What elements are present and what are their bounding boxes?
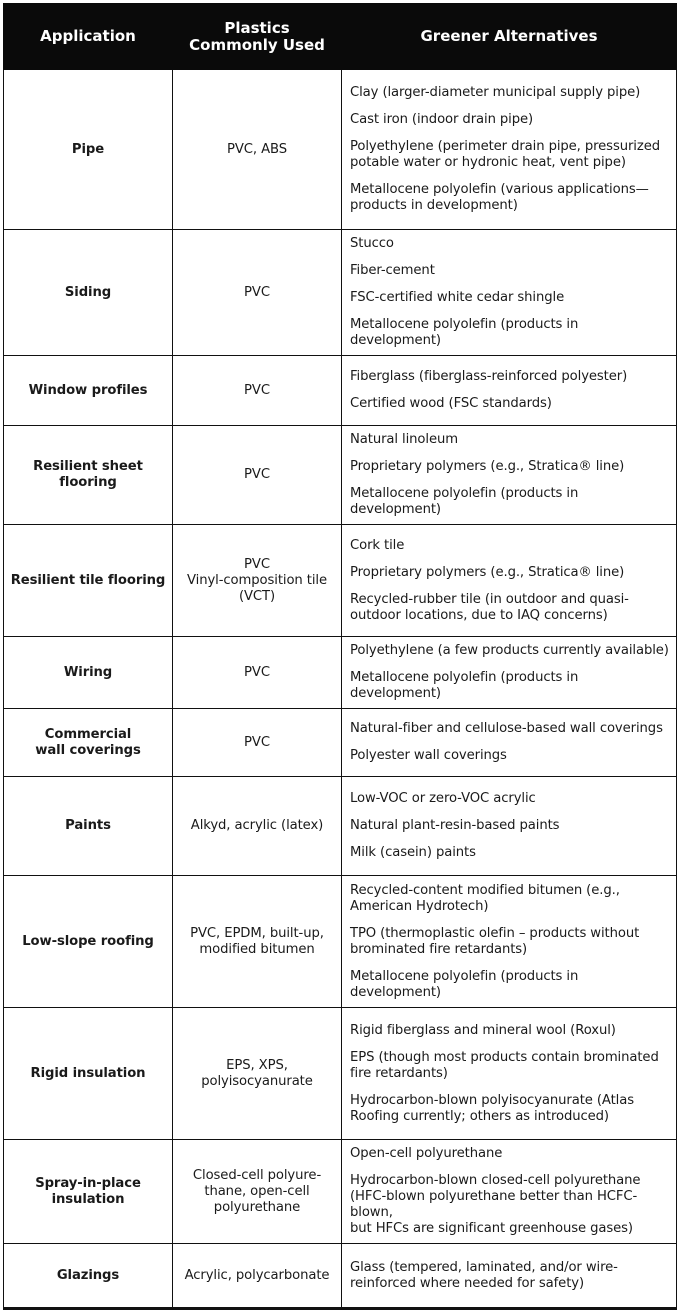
alternative-item xyxy=(350,396,670,412)
alternative-line: Fiber-cement xyxy=(350,263,435,278)
application-cell xyxy=(4,1140,173,1244)
alternative-line: Stucco xyxy=(350,236,394,251)
plastics-cell xyxy=(173,637,342,709)
application-line: insulation xyxy=(51,1191,125,1207)
alternatives-cell xyxy=(342,1244,677,1309)
application-line: Spray-in-place xyxy=(35,1175,141,1191)
alternative-line: Polyethylene (perimeter drain pipe, pressurized xyxy=(350,139,660,154)
plastics-cell xyxy=(173,777,342,876)
alternative-item xyxy=(350,112,670,128)
plastics-line: Closed-cell polyure- xyxy=(192,1167,322,1183)
alternative-line: (HFC-blown polyurethane better than HCFC-blown, xyxy=(350,1189,638,1220)
header-row xyxy=(4,4,677,70)
alternative-item xyxy=(350,592,670,624)
plastics-line: Alkyd, acrylic (latex) xyxy=(190,818,324,833)
alternative-item xyxy=(350,263,670,279)
alternative-item xyxy=(350,139,670,171)
alternative-line: Low-VOC or zero-VOC acrylic xyxy=(350,791,536,806)
application-cell xyxy=(4,1008,173,1140)
alternative-line: American Hydrotech) xyxy=(350,898,489,914)
alternatives-cell xyxy=(342,777,677,876)
alternative-item xyxy=(350,290,670,306)
application-cell xyxy=(4,637,173,709)
alternatives-cell xyxy=(342,876,677,1008)
plastics-cell xyxy=(173,356,342,426)
plastics-line: modified bitumen xyxy=(199,941,315,957)
alternative-item xyxy=(350,670,670,702)
alternative-line: outdoor locations, due to IAQ concerns) xyxy=(350,607,608,623)
header-plastics xyxy=(173,4,342,70)
alternative-line: Cork tile xyxy=(350,537,405,553)
alternative-line: Glass (tempered, laminated, and/or wire- xyxy=(350,1259,618,1275)
alternative-line: Milk (casein) paints xyxy=(350,845,476,860)
alternatives-cell xyxy=(342,426,677,525)
plastics-cell xyxy=(173,1008,342,1140)
header-application-label: Application xyxy=(40,27,136,45)
application-cell xyxy=(4,525,173,637)
alternative-item xyxy=(350,748,670,764)
alternatives-cell xyxy=(342,637,677,709)
plastics-line: PVC, EPDM, built-up, xyxy=(190,925,324,941)
alternative-item xyxy=(350,317,670,349)
plastics-line: PVC xyxy=(244,382,270,398)
alternative-line: Rigid fiberglass and mineral wool (Roxul) xyxy=(350,1022,616,1038)
alternative-item xyxy=(350,791,670,807)
table-body xyxy=(4,70,677,1309)
plastics-line: PVC xyxy=(244,734,270,750)
alternative-line: Metallocene polyolefin (products in development) xyxy=(350,317,579,348)
header-plastics-label-line2: Commonly Used xyxy=(189,35,325,54)
application-line: Low-slope roofing xyxy=(22,933,154,949)
alternative-item xyxy=(350,969,670,1001)
plastics-line: PVC xyxy=(244,284,270,300)
application-cell xyxy=(4,709,173,777)
alternative-line: Natural-fiber and cellulose-based wall coverings xyxy=(350,721,663,736)
plastics-line: Acrylic, polycarbonate xyxy=(184,1267,330,1283)
application-line: Rigid insulation xyxy=(30,1065,146,1081)
alternative-line: Open-cell polyurethane xyxy=(350,1146,503,1161)
application-line: Resilient tile flooring xyxy=(10,572,166,588)
application-cell xyxy=(4,777,173,876)
alternative-item xyxy=(350,486,670,518)
application-cell xyxy=(4,356,173,426)
plastics-line: PVC xyxy=(244,467,270,482)
plastics-alternatives-table-container xyxy=(3,3,676,1299)
application-line: Resilient sheet flooring xyxy=(33,459,143,490)
table-row xyxy=(4,230,677,356)
alternative-item xyxy=(350,818,670,834)
alternatives-cell xyxy=(342,356,677,426)
alternatives-cell xyxy=(342,709,677,777)
plastics-line: EPS, XPS, xyxy=(226,1057,288,1073)
alternatives-cell xyxy=(342,70,677,230)
plastics-cell xyxy=(173,525,342,637)
alternative-item xyxy=(350,1050,670,1082)
application-line: Glazings xyxy=(56,1267,120,1283)
table-row xyxy=(4,637,677,709)
application-cell xyxy=(4,70,173,230)
alternative-item xyxy=(350,883,670,915)
plastics-line: PVC, ABS xyxy=(227,141,287,157)
alternative-line: reinforced where needed for safety) xyxy=(350,1275,585,1291)
application-line: Pipe xyxy=(71,141,105,157)
table-row xyxy=(4,709,677,777)
alternative-line: Polyethylene (a few products currently available) xyxy=(350,643,669,658)
alternatives-cell xyxy=(342,525,677,637)
alternative-item xyxy=(350,565,670,581)
plastics-cell xyxy=(173,426,342,525)
alternative-line: Cast iron (indoor drain pipe) xyxy=(350,112,534,127)
alternative-item xyxy=(350,845,670,861)
alternatives-cell xyxy=(342,1140,677,1244)
plastics-alternatives-table xyxy=(3,3,677,1310)
alternative-line: FSC-certified white cedar shingle xyxy=(350,290,565,305)
plastics-cell xyxy=(173,70,342,230)
plastics-line: polyisocyanurate xyxy=(201,1073,313,1089)
table-row xyxy=(4,1244,677,1309)
header-application xyxy=(4,4,173,70)
alternative-item xyxy=(350,643,670,659)
alternative-line: Hydrocarbon-blown polyisocyanurate (Atlas xyxy=(350,1092,635,1108)
plastics-cell xyxy=(173,1140,342,1244)
plastics-line: PVC xyxy=(244,556,270,572)
plastics-line: thane, open-cell xyxy=(204,1183,310,1199)
alternative-line: Metallocene polyolefin (various applications— xyxy=(350,182,649,197)
table-row xyxy=(4,876,677,1008)
table-row xyxy=(4,1140,677,1244)
alternative-line: Recycled-content modified bitumen (e.g., xyxy=(350,882,620,898)
plastics-line: polyurethane xyxy=(213,1199,301,1215)
table-row xyxy=(4,777,677,876)
alternative-item xyxy=(350,538,670,554)
alternative-line: Clay (larger-diameter municipal supply pipe) xyxy=(350,85,641,100)
plastics-cell xyxy=(173,230,342,356)
application-cell xyxy=(4,1244,173,1309)
alternatives-cell xyxy=(342,1008,677,1140)
alternatives-cell xyxy=(342,230,677,356)
alternative-item xyxy=(350,1146,670,1162)
table-row xyxy=(4,426,677,525)
alternative-line: potable water or hydronic heat, vent pipe) xyxy=(350,155,626,170)
header-alternatives xyxy=(342,4,677,70)
alternative-line: Natural linoleum xyxy=(350,432,458,447)
alternative-line: Roofing currently; others as introduced) xyxy=(350,1108,609,1124)
application-line: Wiring xyxy=(63,664,113,680)
application-line: Commercial xyxy=(44,726,132,742)
alternative-line: products in development) xyxy=(350,198,518,213)
alternative-line: Hydrocarbon-blown closed-cell polyurethane xyxy=(350,1173,641,1188)
application-cell xyxy=(4,426,173,525)
plastics-line: (VCT) xyxy=(238,588,276,604)
application-line: Paints xyxy=(65,818,111,833)
alternative-line: Metallocene polyolefin (products in development) xyxy=(350,486,579,517)
alternative-line: Proprietary polymers (e.g., Stratica® line) xyxy=(350,459,625,474)
alternative-line: brominated fire retardants) xyxy=(350,941,528,957)
application-line: wall coverings xyxy=(35,742,141,758)
alternative-line: Natural plant-resin-based paints xyxy=(350,818,560,833)
table-header xyxy=(4,4,677,70)
alternative-line: Metallocene polyolefin (products in development) xyxy=(350,670,579,701)
alternative-line: but HFCs are significant greenhouse gases) xyxy=(350,1221,633,1236)
alternative-item xyxy=(350,926,670,958)
application-cell xyxy=(4,230,173,356)
plastics-cell xyxy=(173,876,342,1008)
alternative-item xyxy=(350,432,670,448)
alternative-line: Polyester wall coverings xyxy=(350,748,507,763)
plastics-cell xyxy=(173,709,342,777)
alternative-item xyxy=(350,182,670,214)
plastics-cell xyxy=(173,1244,342,1309)
alternative-item xyxy=(350,459,670,475)
alternative-item xyxy=(350,721,670,737)
table-row xyxy=(4,70,677,230)
alternative-line: Recycled-rubber tile (in outdoor and quasi- xyxy=(350,591,629,607)
alternative-item xyxy=(350,369,670,385)
header-alternatives-label: Greener Alternatives xyxy=(420,27,598,45)
alternative-line: Certified wood (FSC standards) xyxy=(350,396,552,411)
alternative-item xyxy=(350,1023,670,1039)
application-line: Window profiles xyxy=(28,382,148,398)
application-line: Siding xyxy=(64,284,112,300)
alternative-line: TPO (thermoplastic olefin – products without xyxy=(350,925,640,941)
alternative-line: Fiberglass (fiberglass-reinforced polyester) xyxy=(350,369,628,384)
alternative-line: EPS (though most products contain brominated xyxy=(350,1049,659,1065)
table-row xyxy=(4,525,677,637)
alternative-item xyxy=(350,85,670,101)
alternative-item xyxy=(350,1260,670,1292)
plastics-line: Vinyl-composition tile xyxy=(187,572,327,588)
alternative-line: Metallocene polyolefin (products in development) xyxy=(350,968,579,1000)
header-plastics-label-line1: Plastics xyxy=(224,18,290,37)
alternative-item xyxy=(350,236,670,252)
alternative-item xyxy=(350,1173,670,1237)
application-cell xyxy=(4,876,173,1008)
table-row xyxy=(4,1008,677,1140)
alternative-line: Proprietary polymers (e.g., Stratica® line) xyxy=(350,564,625,580)
alternative-item xyxy=(350,1093,670,1125)
plastics-line: PVC xyxy=(244,664,270,680)
alternative-line: fire retardants) xyxy=(350,1065,448,1081)
table-row xyxy=(4,356,677,426)
